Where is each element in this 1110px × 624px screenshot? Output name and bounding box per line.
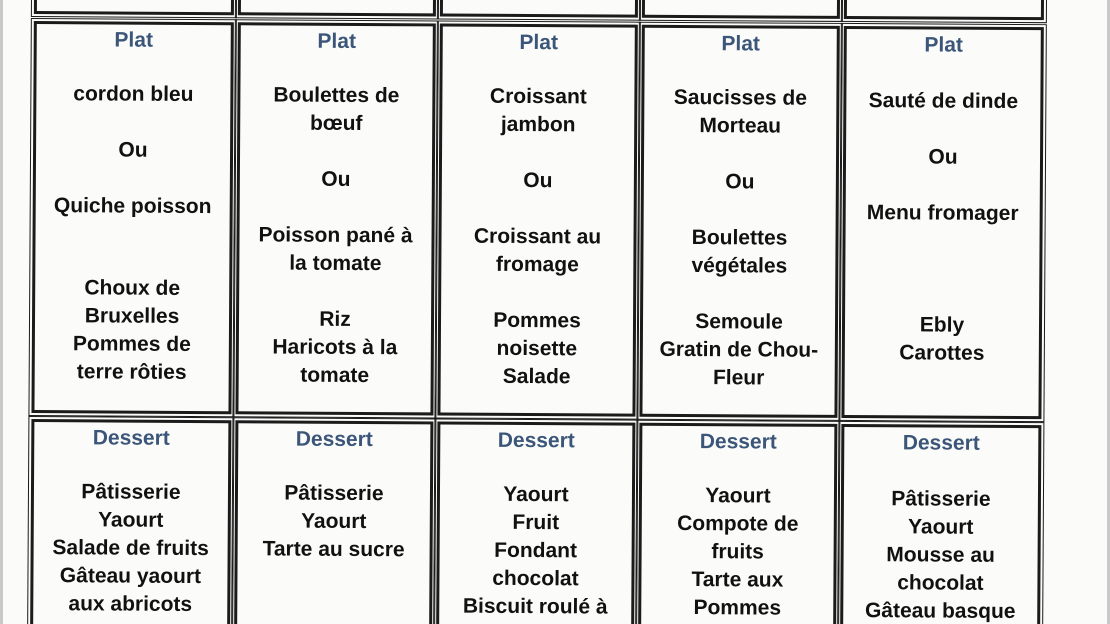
dessert-heading: Dessert [92, 426, 170, 450]
dessert-line: aux abricots [68, 592, 193, 616]
plat-line: végétales [691, 254, 788, 278]
plat-cell-3 [437, 23, 637, 416]
dessert-line: Pommes [693, 596, 782, 620]
plat-line: Salade [502, 364, 571, 389]
dessert-line: Biscuit roulé à [462, 594, 608, 619]
plat-line: cordon bleu [73, 82, 194, 106]
top-cell-4 [642, 0, 840, 19]
top-cell-3 [440, 0, 638, 18]
menu-grid [30, 0, 1054, 624]
plat-line: bœuf [309, 111, 363, 136]
dessert-line: Tarte aux [691, 568, 784, 592]
dessert-line: Tarte au sucre [262, 537, 405, 562]
dessert-line: Mousse au [886, 543, 995, 567]
dessert-line: Yaourt [98, 508, 164, 532]
plat-line: terre rôties [76, 360, 187, 384]
plat-line: tomate [300, 363, 370, 388]
plat-line: Bruxelles [84, 304, 180, 328]
plat-line: Boulettes de [273, 83, 400, 108]
plat-line: Semoule [695, 310, 783, 334]
dessert-line: Yaourt [301, 509, 367, 534]
top-cell-2 [238, 0, 436, 16]
plat-heading: Plat [721, 32, 761, 56]
dessert-line: Gâteau yaourt [59, 564, 202, 589]
plat-line: fromage [495, 252, 579, 277]
plat-heading: Plat [924, 33, 964, 57]
plat-cell-4 [639, 25, 839, 418]
plat-line: Croissant au [473, 224, 602, 249]
plat-line: Croissant [489, 84, 587, 109]
dessert-cell-4 [638, 423, 837, 624]
plat-line: Sauté de dinde [868, 89, 1019, 114]
plat-line: Gratin de Chou- [659, 337, 819, 362]
plat-cell-1 [31, 21, 233, 414]
dessert-line: Yaourt [908, 515, 974, 539]
plat-heading: Plat [519, 30, 559, 55]
plat-line: Ou [118, 138, 148, 162]
dessert-heading: Dessert [295, 427, 373, 452]
plat-line: Pommes [493, 308, 581, 333]
dessert-line: Salade de fruits [52, 536, 209, 561]
plat-line: Morteau [699, 114, 782, 138]
dessert-cell-2 [234, 420, 433, 624]
dessert-cell-5 [840, 424, 1041, 624]
plat-line: Ou [928, 145, 958, 169]
plat-line: Ou [321, 167, 351, 191]
plat-line: Quiche poisson [53, 194, 212, 219]
dessert-line: fruits [711, 540, 764, 564]
plat-line: jambon [500, 112, 576, 137]
dessert-line: Fondant [494, 538, 578, 563]
plat-line: Carottes [899, 341, 985, 365]
plat-line: Fleur [712, 366, 765, 390]
plat-line: Ou [523, 168, 553, 193]
dessert-line: Pâtisserie [81, 480, 181, 504]
plat-line: Riz [319, 307, 351, 331]
dessert-cell-3 [436, 421, 635, 624]
dessert-line: Pâtisserie [284, 481, 384, 506]
plat-line: Boulettes [691, 226, 788, 250]
plat-cell-5 [841, 26, 1043, 419]
dessert-line: Compote de [677, 511, 799, 536]
dessert-heading: Dessert [902, 431, 980, 455]
plat-cell-2 [235, 22, 435, 415]
plat-line: Ebly [919, 313, 965, 337]
top-cell-5 [844, 0, 1044, 20]
plat-line: Ou [725, 170, 755, 194]
plat-line: Saucisses de [673, 85, 808, 110]
dessert-heading: Dessert [699, 430, 777, 454]
dessert-line: Yaourt [503, 482, 569, 507]
dessert-line: Gâteau basque [864, 599, 1016, 624]
dessert-cell-1 [30, 419, 231, 624]
dessert-heading: Dessert [497, 428, 575, 453]
plat-line: noisette [496, 336, 578, 361]
plat-line: Choux de [84, 276, 181, 300]
dessert-line: chocolat [897, 571, 984, 595]
plat-line: Pommes de [72, 332, 191, 356]
plat-line: Menu fromager [866, 201, 1019, 226]
plat-line: Haricots à la [272, 335, 398, 360]
dessert-line: Fruit [512, 510, 560, 535]
page-edge-left [0, 0, 3, 624]
plat-heading: Plat [317, 29, 357, 53]
dessert-line: Yaourt [705, 484, 771, 508]
dessert-line: Pâtisserie [891, 487, 991, 511]
plat-line: Poisson pané à [258, 223, 413, 248]
top-cell-1 [34, 0, 234, 15]
plat-line: la tomate [289, 251, 382, 276]
plat-heading: Plat [114, 28, 154, 52]
dessert-line: chocolat [492, 566, 579, 591]
